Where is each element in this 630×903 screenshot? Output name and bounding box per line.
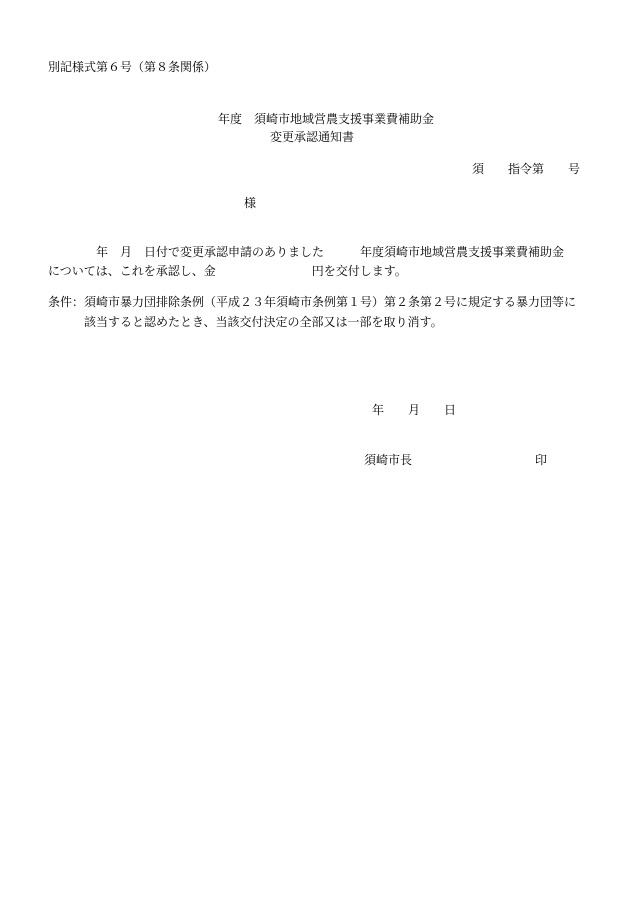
document-title-line2: 変更承認通知書 [270, 130, 355, 144]
document-title-line1: 年度 須崎市地域営農支援事業費補助金 [218, 112, 435, 126]
condition-line2: 該当すると認めたとき、当該交付決定の全部又は一部を取り消す。 [84, 315, 443, 329]
issuer-name: 須崎市長 [364, 453, 413, 467]
body-text-line1: 年 月 日付で変更承認申請のありました 年度須崎市地域営農支援事業費補助金 [48, 245, 565, 259]
issue-date: 年 月 日 [372, 403, 457, 417]
condition-line1: 条件：須崎市暴力団排除条例（平成２３年須崎市条例第１号）第２条第２号に規定する暴力団等に [48, 295, 577, 309]
addressee: 様 [244, 196, 257, 210]
seal-mark: 印 [535, 453, 548, 467]
form-label: 別記様式第６号（第８条関係） [48, 60, 217, 74]
reference-number: 須 指令第 号 [472, 162, 581, 176]
body-text-line2: については、これを承認し、金 円を交付します。 [48, 264, 407, 278]
